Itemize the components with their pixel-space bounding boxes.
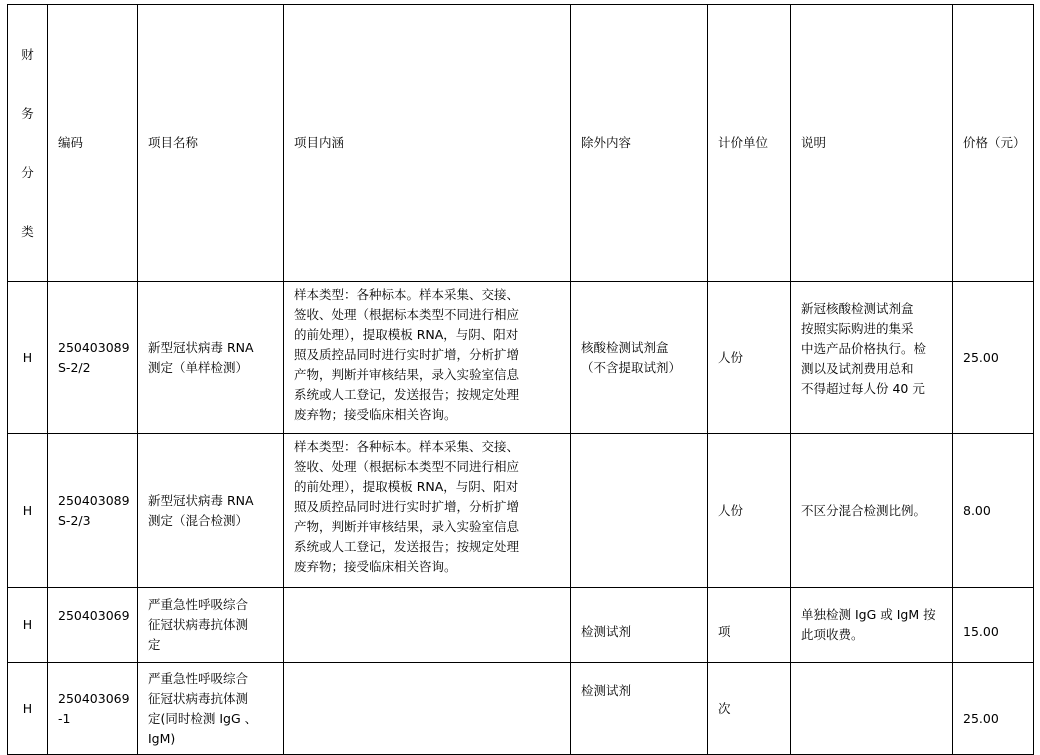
cell-price: 25.00 xyxy=(953,663,1034,755)
table-row xyxy=(8,282,1034,434)
cell-excluded: 核酸检测试剂盒 （不含提取试剂） xyxy=(571,282,708,434)
cell-unit: 项 xyxy=(708,588,791,663)
header-name: 项目名称 xyxy=(138,5,284,282)
cell-code: 250403089 S-2/2 xyxy=(48,282,138,434)
header-price: 价格（元） xyxy=(953,5,1034,282)
cell-name: 新型冠状病毒 RNA 测定（混合检测） xyxy=(138,434,284,588)
cell-category: H xyxy=(8,434,48,588)
cell-name: 新型冠状病毒 RNA 测定（单样检测） xyxy=(138,282,284,434)
header-description: 说明 xyxy=(791,5,953,282)
cell-code: 250403069 xyxy=(48,588,138,663)
header-row xyxy=(8,5,1034,282)
cell-code: 250403069 -1 xyxy=(48,663,138,755)
header-category-char: 财 xyxy=(21,47,34,62)
cell-description xyxy=(791,663,953,755)
cell-category: H xyxy=(8,282,48,434)
cell-price: 15.00 xyxy=(953,588,1034,663)
cell-description: 单独检测 IgG 或 IgM 按 此项收费。 xyxy=(791,588,953,663)
cell-unit: 人份 xyxy=(708,282,791,434)
cell-content xyxy=(284,663,571,755)
cell-price: 8.00 xyxy=(953,434,1034,588)
header-content: 项目内涵 xyxy=(284,5,571,282)
header-category-char: 分 xyxy=(21,165,34,180)
table-row xyxy=(8,663,1034,755)
cell-price: 25.00 xyxy=(953,282,1034,434)
header-category-char: 类 xyxy=(21,224,34,239)
cell-description: 不区分混合检测比例。 xyxy=(791,434,953,588)
cell-content xyxy=(284,434,571,588)
table-row xyxy=(8,434,1034,588)
cell-excluded: 检测试剂 xyxy=(571,588,708,663)
header-code: 编码 xyxy=(48,5,138,282)
cell-content-text: 样本类型：各种标本。样本采集、交接、 签收、处理（根据标本类型不同进行相应 的前处理），提取模板 RNA，与阴、阳对 照及质控品同时进行实时扩增，分析扩增 产物，判断并审核结果，录入实验室信息 系统或人工登记，发送报告；按规定处理 废弃物；接受临床相关咨询。 xyxy=(294,439,520,574)
table-row xyxy=(8,588,1034,663)
cell-content-text: 样本类型：各种标本。样本采集、交接、 签收、处理（根据标本类型不同进行相应 的前处理），提取模板 RNA，与阴、阳对 照及质控品同时进行实时扩增，分析扩增 产物，判断并审核结果，录入实验室信息 系统或人工登记，发送报告；按规定处理 废弃物；接受临床相关咨询。 xyxy=(294,287,520,422)
cell-unit: 人份 xyxy=(708,434,791,588)
cell-content-text xyxy=(294,663,564,666)
price-table xyxy=(7,4,1034,755)
cell-excluded: 检测试剂 xyxy=(571,663,708,755)
cell-content xyxy=(284,588,571,663)
cell-category: H xyxy=(8,588,48,663)
cell-description: 新冠核酸检测试剂盒 按照实际购进的集采 中选产品价格执行。检 测以及试剂费用总和 不得超过每人份 40 元 xyxy=(791,282,953,434)
cell-content xyxy=(284,282,571,434)
cell-name: 严重急性呼吸综合 征冠状病毒抗体测 定 xyxy=(138,588,284,663)
header-excluded: 除外内容 xyxy=(571,5,708,282)
header-category-char: 务 xyxy=(21,106,34,121)
cell-name: 严重急性呼吸综合 征冠状病毒抗体测 定(同时检测 IgG 、 IgM) xyxy=(138,663,284,755)
cell-category: H xyxy=(8,663,48,755)
cell-excluded xyxy=(571,434,708,588)
cell-unit: 次 xyxy=(708,663,791,755)
cell-content-text xyxy=(294,588,564,591)
cell-code: 250403089 S-2/3 xyxy=(48,434,138,588)
header-category xyxy=(8,5,48,282)
header-unit: 计价单位 xyxy=(708,5,791,282)
